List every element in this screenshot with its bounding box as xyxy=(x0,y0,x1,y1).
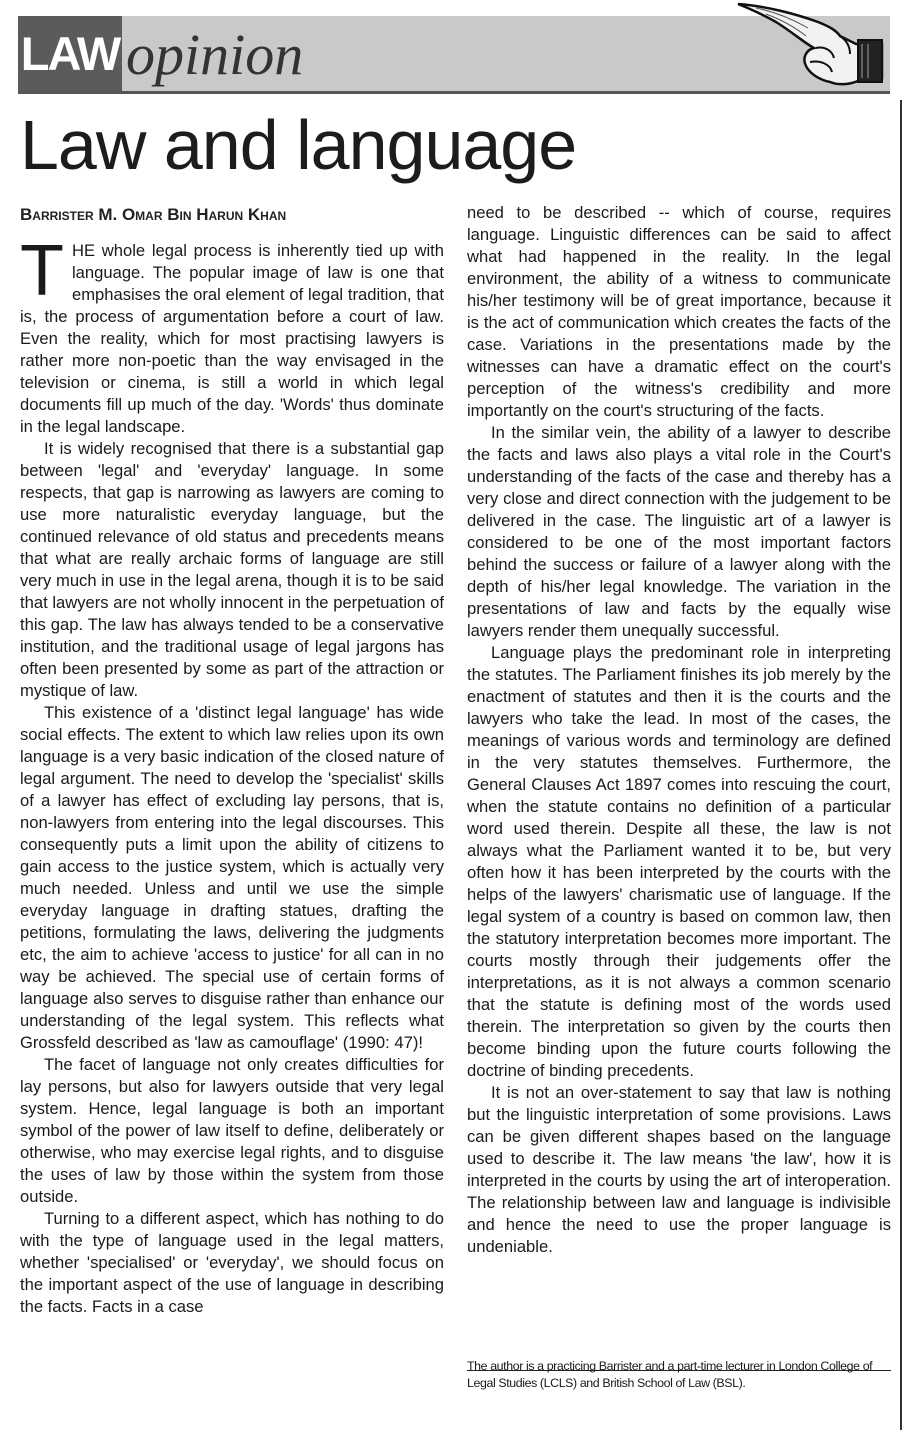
article-paragraph: It is widely recognised that there is a substantial gap between 'legal' and 'everyday' language. In some respects, that gap is narrowing as lawyers are coming to use more naturalistic everyday language, but the continued relevance of old status and precedents means that what are really archaic forms of language are still very much in use in the legal arena, though it is to be said that lawyers are not wholly innocent in the perpetuation of this gap. The law has always tended to be a conservative institution, and the traditional usage of legal jargons has often been presented by some as part of the attraction or mystique of law. xyxy=(20,439,444,700)
pointing-hand-icon xyxy=(736,0,886,91)
article-paragraph: Turning to a different aspect, which has nothing to do with the type of language used in the legal matters, whether 'specialised' or 'everyday', we should focus on the important aspect of the use of language in describing the facts. Facts in a case xyxy=(20,1209,444,1316)
article-column-right xyxy=(467,202,891,1258)
drop-cap: T xyxy=(20,231,64,311)
article-byline: Barrister M. Omar Bin Harun Khan xyxy=(20,205,287,224)
article-column-left xyxy=(20,231,444,1318)
page-edge-rule xyxy=(900,100,902,1430)
article-paragraph: need to be described -- which of course, requires language. Linguistic differences can be said to affect what had happened in the reality. In the legal environment, the ability of a witness to communicate his/her testimony will be of great importance, because it is the act of communication which creates the facts of the case. Variations in the presentations made by the witnesses can have a dramatic effect on the court's perception of the witness's credibility and more importantly on the court's structuring of the facts. xyxy=(467,203,891,420)
article-paragraph: In the similar vein, the ability of a lawyer to describe the facts and laws also plays a vital role in the Court's understanding of the facts of the case and thereby has a very close and direct connection with the judgement to be delivered in the case. The linguistic art of a lawyer is considered to be one of the most important factors behind the success or failure of a lawyer along with the depth of his/her legal knowledge. The variation in the presentations of law and facts by the equally wise lawyers render them unequally successful. xyxy=(467,423,891,640)
article-paragraph: The facet of language not only creates difficulties for lay persons, but also for lawyers outside that very legal system. Hence, legal language is both an important symbol of the power of law itself to define, deliberately or otherwise, who may exercise legal rights, and to disguise the uses of law by those within the system from those outside. xyxy=(20,1055,444,1206)
author-footnote: The author is a practicing Barrister and a part-time lecturer in London College of Legal Studies (LCLS) and British School of Law (BSL). xyxy=(467,1359,873,1390)
article-paragraph: Language plays the predominant role in interpreting the statutes. The Parliament finishes its job merely by the enactment of statutes and then it is the courts and the lawyers who take the lead. In most of the cases, the meanings of various words and terminology are defined in the very statutes themselves. Furthermore, the General Clauses Act 1897 comes into rescuing the court, when the statute contains no definition of a particular word used therein. Despite all these, the law is not always what the Parliament wanted it to be, but very often how it has been interpreted by the courts with the helps of the lawyers' charismatic use of language. If the legal system of a country is based on common law, then the statutory interpretation becomes more important. The courts mostly through their judgements offer the interpretations, as it is not always a common scenario that the statute is defining most of the words used therein. The interpretation so given by the courts then become binding upon the future courts following the doctrine of binding precedents. xyxy=(467,643,891,1080)
section-banner xyxy=(18,16,890,94)
article-paragraph: THE whole legal process is inherently tied up with language. The popular image of law is one that emphasises the oral element of legal tradition, that is, the process of argumentation before a court of law. Even the reality, which for most practising lawyers is rather more non-poetic than the way envisaged in the television or cinema, is still a world in which legal documents fill up much of the day. 'Words' thus dominate in the legal landscape. xyxy=(20,231,444,436)
section-label-law: LAW xyxy=(18,16,122,91)
article-paragraph: It is not an over-statement to say that law is nothing but the linguistic interpretation of some provisions. Laws can be given different shapes based on the language used to describe it. The law means 'the law', how it is interpreted in the courts by using the art of interoperation. The relationship between law and language is indivisible and hence the need to use the proper language is undeniable. xyxy=(467,1083,891,1256)
section-label-opinion: opinion xyxy=(126,22,304,87)
article-paragraph: This existence of a 'distinct legal language' has wide social effects. The extent to which law relies upon its own language is a very basic indication of the closed nature of legal argument. The need to develop the 'specialist' skills of a lawyer has effect of excluding lay persons, that is, non-lawyers from entering into the legal discourses. This consequently puts a limit upon the ability of citizens to gain access to the justice system, which is actually very much needed. Unless and until we use the simple everyday language in drafting statues, drafting the petitions, formulating the laws, delivering the judgments etc, the aim to achieve 'access to justice' for all can in no way be achieved. The special use of certain forms of language also serves to disguise rather than enhance our understanding of the legal system. This reflects what Grossfeld described as 'law as camouflage' (1990: 47)! xyxy=(20,703,444,1052)
article-headline: Law and language xyxy=(20,106,577,184)
